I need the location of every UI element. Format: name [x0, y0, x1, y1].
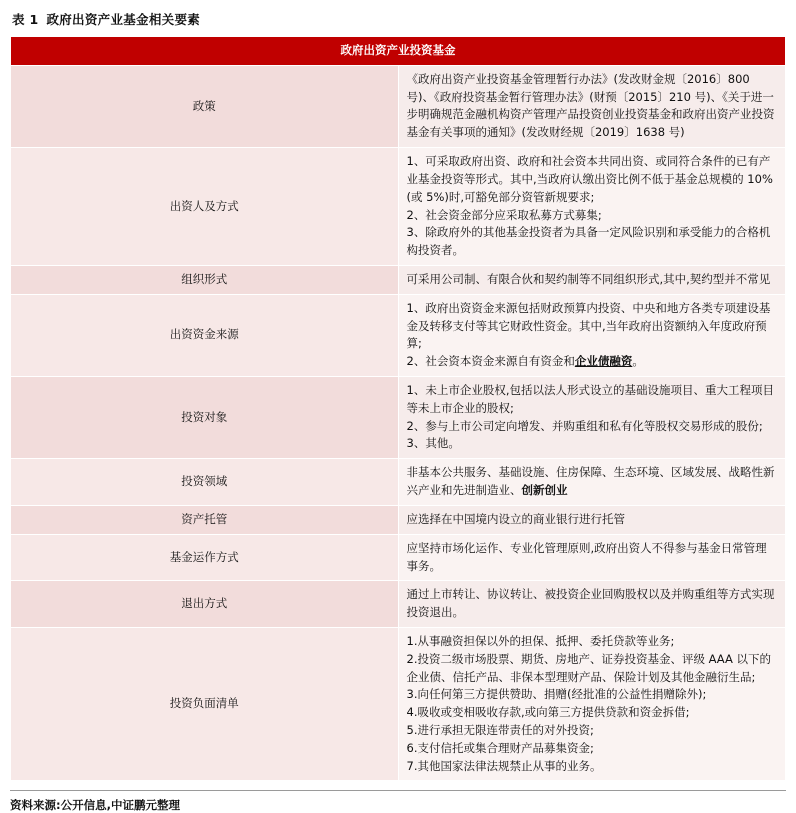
row-label-contributors: 出资人及方式 [11, 148, 399, 266]
emphasized-term: 创新创业 [521, 483, 568, 498]
list-item: 3、除政府外的其他基金投资者为具备一定风险识别和承受能力的合格机构投资者。 [406, 225, 771, 258]
row-label-policy: 政策 [11, 65, 399, 147]
table-row [11, 505, 786, 534]
row-content-policy: 《政府出资产业投资基金管理暂行办法》(发改财金规〔2016〕800 号)、《政府投资基金暂行管理办法》(财预〔2015〕210 号)、《关于进一步明确规范金融机构资产管理产品投资创业投资基金和政府出资产业投资基金有关事项的通知》(发改财经规〔2019〕1638 号) [398, 65, 786, 147]
table-caption [12, 10, 786, 28]
caption-number: 表 1 [12, 12, 39, 27]
caption-title: 政府出资产业基金相关要素 [46, 12, 201, 27]
list-item-text: 2、社会资本资金来源自有资金和企业债融资。 [406, 354, 644, 369]
row-content-negative-list [398, 627, 786, 781]
list-item: 1.从事融资担保以外的担保、抵押、委托贷款等业务; [406, 633, 675, 648]
row-content-funding-source [398, 294, 786, 376]
row-label-negative-list: 投资负面清单 [11, 627, 399, 781]
row-label-operation-mode: 基金运作方式 [11, 534, 399, 581]
row-label-investment-target: 投资对象 [11, 377, 399, 459]
government-fund-elements-table [10, 36, 786, 781]
list-item: 1、政府出资资金来源包括财政预算内投资、中央和地方各类专项建设基金及转移支付等其它财政性资金。其中,当年政府出资额纳入年度政府预算; [406, 300, 771, 351]
list-item: 1、可采取政府出资、政府和社会资本共同出资、或同符合条件的已有产业基金投资等形式。其中,当政府认缴出资比例不低于基金总规模的 10%(或 5%)时,可豁免部分资管新规要求; [406, 154, 773, 204]
table-row [11, 459, 786, 506]
table-row [11, 294, 786, 376]
row-label-funding-source: 出资资金来源 [11, 294, 399, 376]
table-row [11, 534, 786, 581]
row-content-investment-field: 非基本公共服务、基础设施、住房保障、生态环境、区域发展、战略性新兴产业和先进制造业、创新创业 [398, 459, 786, 506]
list-item: 4.吸收或变相吸收存款,或向第三方提供贷款和资金拆借; [406, 705, 690, 720]
list-item: 2.投资二级市场股票、期货、房地产、证券投资基金、评级 AAA 以下的企业债、信托产品、非保本型理财产品、保险计划及其他金融衍生品; [406, 651, 772, 684]
list-item: 2、社会资金部分应采取私募方式募集; [406, 207, 602, 222]
list-item: 7.其他国家法律法规禁止从事的业务。 [406, 758, 602, 773]
row-content-exit-mode: 通过上市转让、协议转让、被投资企业回购股权以及并购重组等方式实现投资退出。 [398, 581, 786, 628]
row-label-organization-form: 组织形式 [11, 265, 399, 294]
row-label-investment-field: 投资领域 [11, 459, 399, 506]
list-item: 3、其他。 [406, 436, 460, 451]
list-item [407, 353, 778, 371]
source-note: 资料来源:公开信息,中证鹏元整理 [10, 790, 786, 813]
table-header-row [11, 37, 786, 66]
list-item: 5.进行承担无限连带责任的对外投资; [406, 723, 594, 737]
row-content-investment-target [398, 377, 786, 459]
emphasized-term: 企业债融资 [574, 354, 633, 369]
table-row [11, 581, 786, 628]
table-row [11, 627, 786, 781]
row-label-exit-mode: 退出方式 [11, 581, 399, 628]
table-row [11, 65, 786, 147]
list-item: 3.向任何第三方提供赞助、捐赠(经批准的公益性捐赠除外); [406, 687, 707, 702]
list-item: 6.支付信托或集合理财产品募集资金; [406, 740, 594, 755]
table-row [11, 148, 786, 266]
row-content-organization-form: 可采用公司制、有限合伙和契约制等不同组织形式,其中,契约型并不常见 [398, 265, 786, 294]
table-row [11, 377, 786, 459]
table-row [11, 265, 786, 294]
table-header-title: 政府出资产业投资基金 [11, 37, 786, 66]
row-label-asset-custody: 资产托管 [11, 505, 399, 534]
list-item: 1、未上市企业股权,包括以法人形式设立的基础设施项目、重大工程项目等未上市企业的股权; [406, 383, 774, 415]
list-item: 2、参与上市公司定向增发、并购重组和私有化等股权交易形成的股份; [406, 418, 763, 433]
row-content-contributors [398, 148, 786, 266]
row-content-asset-custody: 应选择在中国境内设立的商业银行进行托管 [398, 505, 786, 534]
row-content-operation-mode: 应坚持市场化运作、专业化管理原则,政府出资人不得参与基金日常管理事务。 [398, 534, 786, 581]
